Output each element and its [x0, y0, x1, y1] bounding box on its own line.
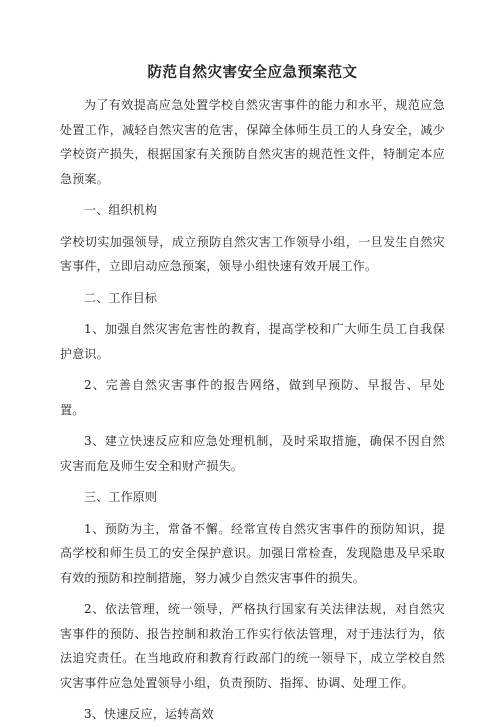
section-heading-organization: 一、组织机构 — [84, 203, 158, 217]
principle-item-3: 3、快速反应，运转高效 — [84, 707, 214, 721]
goal-item-3: 3、建立快速反应和应急处理机制，及时采取措施，确保不因自然灾害而危及师生安全和财产损失。 — [60, 434, 445, 473]
organization-paragraph: 学校切实加强领导，成立预防自然灾害工作领导小组，一旦发生自然灾害事件，立即启动应急预案，领导小组快速有效开展工作。 — [60, 234, 445, 273]
section-heading-goals: 二、工作目标 — [84, 290, 158, 305]
intro-paragraph: 为了有效提高应急处置学校自然灾害事件的能力和水平，规范应急处置工作，减轻自然灾害的危害，保障全体师生员工的人身安全，减少学校资产损失，根据国家有关预防自然灾害的规范性文件，特制定本应急预案。 — [60, 98, 445, 186]
principle-item-1: 1、预防为主，常备不懈。经常宣传自然灾害事件的预防知识，提高学校和师生员工的安全保护意识。加强日常检查，发现隐患及早采取有效的预防和控制措施，努力减少自然灾害事件的损失。 — [60, 521, 445, 585]
principle-item-2: 2、依法管理，统一领导，严格执行国家有关法律法规，对自然灾害事件的预防、报告控制和救治工作实行依法管理，对于违法行为，依法追究责任。在当地政府和教育行政部门的统一领导下，成立学校自然灾害事件应急处置领导小组，负责预防、指挥、协调、处理工作。 — [60, 602, 445, 690]
section-heading-principles: 三、工作原则 — [84, 490, 158, 504]
goal-item-1: 1、加强自然灾害危害性的教育，提高学校和广大师生员工自我保护意识。 — [60, 322, 445, 361]
goal-item-2: 2、完善自然灾害事件的报告网络，做到早预防、早报告、早处置。 — [60, 378, 445, 417]
document-title: 防范自然灾害安全应急预案范文 — [147, 64, 358, 81]
